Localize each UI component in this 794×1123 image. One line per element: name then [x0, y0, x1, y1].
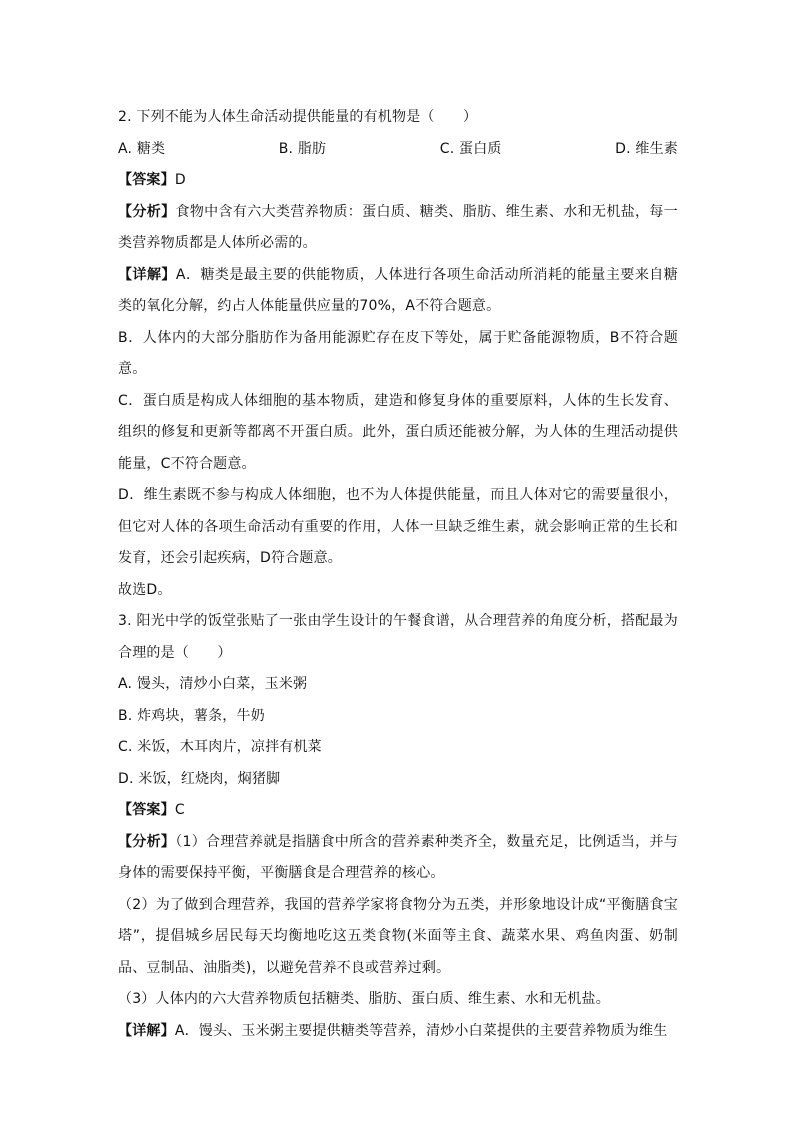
- question-2-stem: 2. 下列不能为人体生命活动提供能量的有机物是（ ）: [118, 109, 478, 125]
- question-2-detail-a: [118, 260, 678, 323]
- question-3-option-a: A. 馒头，清炒小白菜，玉米粥: [118, 676, 308, 692]
- detail-tag: 【详解】: [118, 266, 176, 283]
- question-2-option-a: A. 糖类: [118, 140, 166, 157]
- question-2-detail-d: D．维生素既不参与构成人体细胞，也不为人体提供能量，而且人体对它的需要量很小，但它对人体的各项生命活动有重要的作用，人体一旦缺乏维生素，就会影响正常的生长和发育，还会引起疾病，D符合题意。: [118, 487, 678, 566]
- answer-tag: 【答案】: [118, 172, 175, 188]
- question-2-detail-b: B．人体内的大部分脂肪作为备用能源贮存在皮下等处，属于贮备能源物质，B不符合题意。: [118, 329, 678, 377]
- detail-text: A．糖类是最主要的供能物质，人体进行各项生命活动所消耗的能量主要来自糖类的氧化分解，约占人体能量供应量的70%，A不符合题意。: [118, 266, 678, 314]
- question-3-option-d: D. 米饭，红烧肉，焖猪脚: [118, 770, 281, 787]
- question-2-answer: [118, 165, 678, 197]
- answer-value: D: [174, 172, 186, 188]
- detail-tag: 【详解】: [118, 1022, 175, 1039]
- question-3-detail-a: [118, 1016, 678, 1048]
- answer-value: C: [174, 802, 185, 818]
- answer-tag: 【答案】: [118, 802, 175, 818]
- question-2-detail-c: C．蛋白质是构成人体细胞的基本物质，建造和修复身体的重要原料，人体的生长发育、组织的修复和更新等都离不开蛋白质。此外，蛋白质还能被分解，为人体的生理活动提供能量，C不符合题意。: [118, 392, 678, 472]
- question-2-option-b: B. 脂肪: [278, 140, 327, 157]
- question-2-option-d: D. 维生素: [615, 140, 678, 157]
- question-2-option-c: C. 蛋白质: [439, 140, 502, 157]
- analysis-tag: 【分析】: [118, 833, 176, 850]
- question-2-analysis: [118, 197, 678, 260]
- question-3-option-b: B. 炸鸡块，薯条，牛奶: [118, 707, 265, 724]
- analysis-tag: 【分析】: [118, 203, 176, 220]
- question-3-analysis: [118, 827, 678, 890]
- question-2-conclusion: 故选D。: [118, 581, 172, 598]
- question-2-options: [118, 134, 678, 166]
- question-3-stem: 3. 阳光中学的饭堂张贴了一张由学生设计的午餐食谱，从合理营养的角度分析，搭配最为合理的是（ ）: [118, 613, 678, 661]
- question-3-option-c: C. 米饭，木耳肉片，凉拌有机菜: [118, 739, 322, 755]
- page-content: [118, 102, 678, 1047]
- question-3-analysis-3: （3）人体内的六大营养物质包括糖类、脂肪、蛋白质、维生素、水和无机盐。: [118, 991, 610, 1007]
- question-3-analysis-2: （2）为了做到合理营养，我国的营养学家将食物分为五类，并形象地设计成“平衡膳食宝塔”，提倡城乡居民每天均衡地吃这五类食物(米面等主食、蔬菜水果、鸡鱼肉蛋、奶制品、豆制品、油脂类)，以避免营养不良或营养过剩。: [118, 896, 678, 976]
- detail-text: A．馒头、玉米粥主要提供糖类等营养，清炒小白菜提供的主要营养物质为维生: [174, 1022, 668, 1039]
- analysis-text: （1）合理营养就是指膳食中所含的营养素种类齐全，数量充足，比例适当，并与身体的需要保持平衡，平衡膳食是合理营养的核心。: [118, 833, 678, 881]
- question-3-answer: [118, 795, 678, 827]
- analysis-text: 食物中含有六大类营养物质：蛋白质、糖类、脂肪、维生素、水和无机盐，每一类营养物质都是人体所必需的。: [118, 203, 678, 251]
